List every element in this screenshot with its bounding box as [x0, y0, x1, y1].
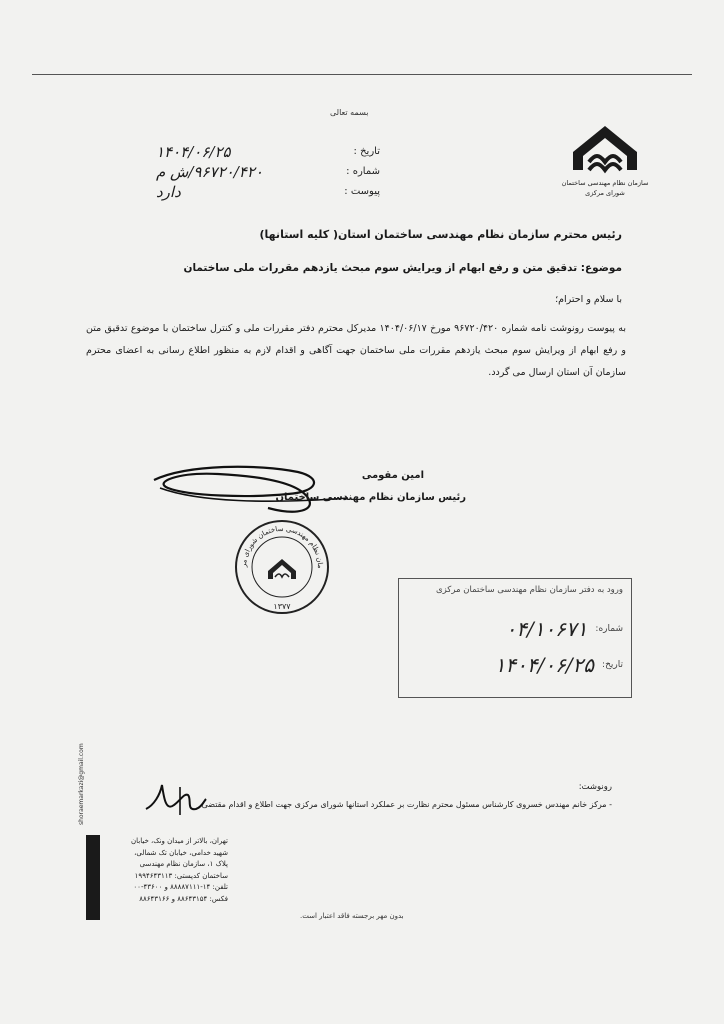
org-name-line1: سازمان نظام مهندسی ساختمان — [561, 179, 649, 187]
greeting: با سلام و احترام؛ — [555, 294, 622, 305]
reg-date-label: تاریخ: — [602, 660, 623, 670]
reg-number-value: ۰۴/۱۰۶۷۱ — [505, 617, 588, 641]
address-line: ساختمان کدپستی: ۱۹۹۴۶۴۳۱۱۳ — [134, 871, 228, 880]
reg-number-row — [505, 617, 623, 641]
reg-number-label: شماره: — [595, 624, 623, 634]
date-label: تاریخ : — [353, 146, 380, 157]
round-seal — [232, 517, 332, 621]
email-vertical — [78, 655, 94, 825]
seal-icon — [232, 517, 332, 617]
attachment-value: دارد — [156, 183, 181, 201]
date-value: ۱۴۰۴/۰۶/۲۵ — [156, 143, 231, 161]
basmala: بسمه تعالی — [330, 108, 369, 117]
contact-address — [108, 836, 228, 906]
attachment-row — [150, 182, 380, 202]
cc-title: رونوشت: — [578, 782, 612, 792]
svg-text:۱۳۷۷: ۱۳۷۷ — [273, 602, 291, 611]
registration-stamp — [398, 578, 632, 698]
email-text: shoraemarkazi@gmail.com — [78, 743, 85, 825]
address-line: تهران، بالاتر از میدان ونک، خیابان — [131, 837, 228, 845]
address-line: فکس: ۸۸۶۴۳۱۵۴ و ۸۸۶۴۳۱۶۶ — [139, 894, 228, 903]
footer-note: بدون مهر برجسته فاقد اعتبار است. — [300, 912, 404, 920]
footer-black-bar — [86, 835, 100, 920]
date-row — [150, 142, 380, 162]
signer-name: امین مقومی — [361, 470, 424, 481]
attachment-label: پیوست : — [344, 186, 380, 197]
reg-title: ورود به دفتر سازمان نظام مهندسی ساختمان مرکزی — [435, 585, 623, 595]
cc-item: - مرکز خانم مهندس خسروی کارشناس مسئول محترم نظارت بر عملکرد استانها شورای مرکزی جهت اطلاع و اقدام مقتضی — [201, 800, 612, 809]
letter-body: به پیوست رونوشت نامه شماره ۹۶۷۲۰/۴۲۰ مورخ ۱۴۰۴/۰۶/۱۷ مدیرکل محترم دفتر مقررات ملی و کنترل ساختمان با موضوع تدقیق متن و رفع ابهام از ویرایش سوم مبحث یازدهم مقررات ملی ساختمان جهت آگاهی و اقدام لازم به منظور اطلاع رسانی به اعضای محترم سازمان آن استان ارسال می گردد. — [86, 323, 626, 378]
address-line: شهید خدامی، خیابان تک شمالی، — [134, 848, 228, 857]
subject: موضوع: تدقیق متن و رفع ابهام از ویرایش سوم مبحث یازدهم مقررات ملی ساختمان — [183, 262, 622, 274]
reg-date-row — [495, 653, 623, 677]
top-rule — [32, 74, 692, 75]
initials-signature — [140, 775, 210, 829]
recipient: رئیس محترم سازمان نظام مهندسی ساختمان استان( کلیه استانها) — [259, 228, 622, 241]
house-logo-icon — [555, 118, 655, 178]
svg-text:سازمان نظام مهندسی ساختمان شور: مان نظام مهندسی ساختمان شورای مر — [239, 524, 325, 569]
address-line: تلفن: ۱۴-۸۸۸۸۷۱۱۱ و ۴۳۶۰۰-۰۰ — [133, 883, 228, 892]
signer-title: رئیس سازمان نظام مهندسی ساختمان — [275, 492, 466, 503]
number-value: ۹۶۷۲۰/۴۲۰/ش م — [156, 163, 263, 181]
letter-meta — [150, 142, 380, 202]
reg-date-value: ۱۴۰۴/۰۶/۲۵ — [494, 653, 595, 677]
number-row — [150, 162, 380, 182]
org-logo — [555, 118, 655, 198]
org-name-line2: شورای مرکزی — [585, 189, 625, 197]
address-line: پلاک ۱، سازمان نظام مهندسی — [139, 860, 228, 869]
number-label: شماره : — [346, 166, 380, 177]
